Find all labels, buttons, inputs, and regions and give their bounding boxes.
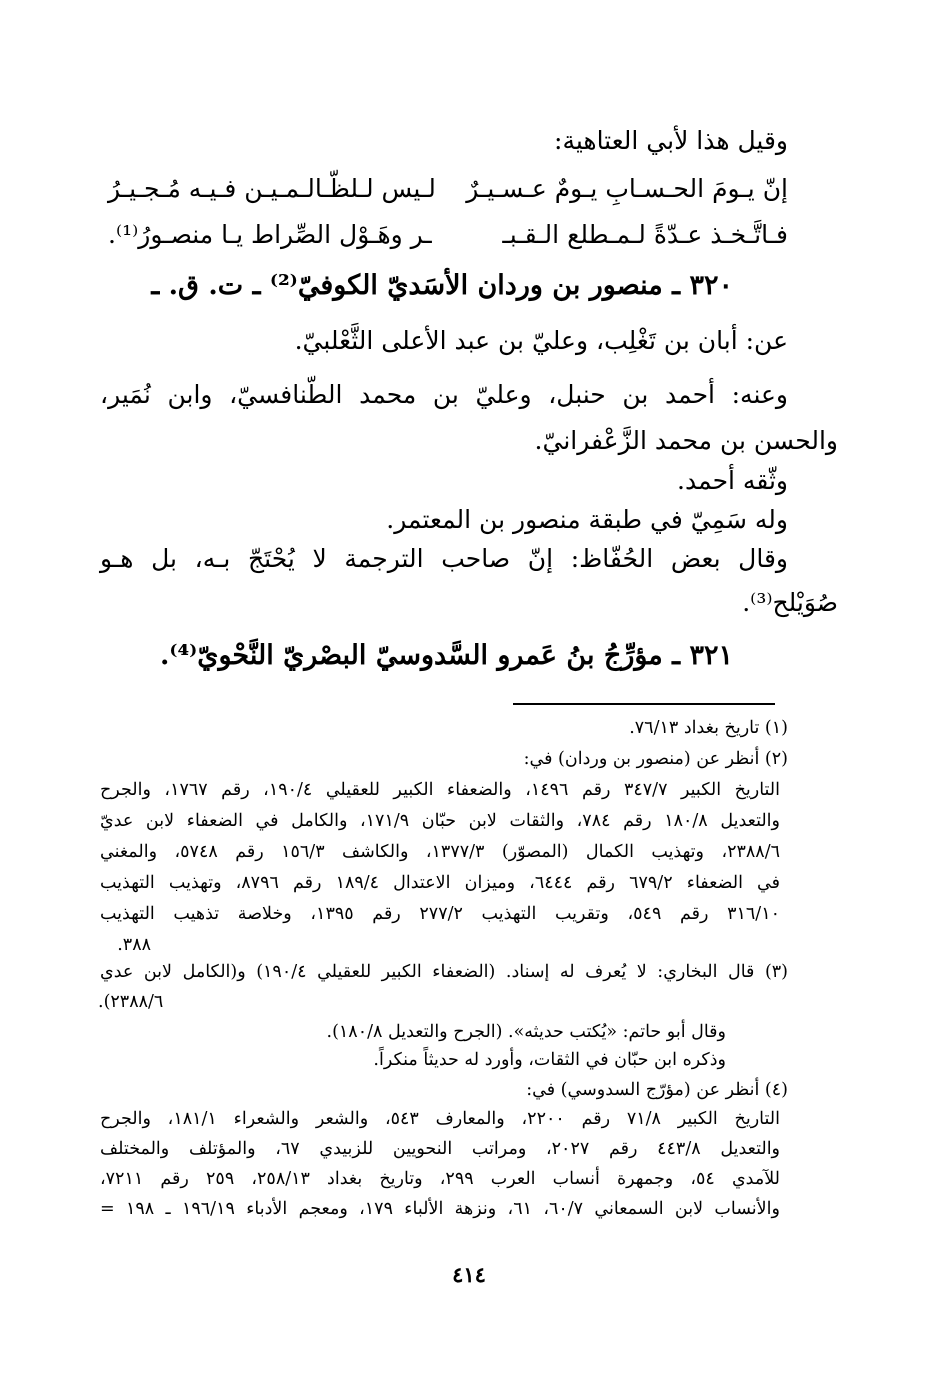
footnote-2-line: في الضعفاء ٦٧٩/٢ رقم ٦٤٤٤، وميزان الاعتدال ١٨٩/٤ رقم ٨٧٩٦، وتهذيب التهذيب	[100, 873, 780, 893]
footnote-3-abu-hatim: وقال أبو حاتم: «يُكتب حديثه». (الجرح والتعديل ١٨٠/٨).	[326, 1022, 726, 1042]
footnote-3-line: ٢٣٨٨/٦).	[98, 992, 164, 1012]
footnote-divider	[513, 703, 775, 705]
page-number: ٤١٤	[452, 1262, 486, 1287]
footnote-2-line: التاريخ الكبير ٣٤٧/٧ رقم ١٤٩٦، والضعفاء الكبير للعقيلي ١٩٠/٤، رقم ١٧٦٧، والجرح	[100, 780, 780, 800]
verse-2-first-hemistich: فـاتَّـخـذ عـدّةً لـمـطلع الـقـبـ	[502, 220, 788, 249]
entry-320-trust: وثّقه أحمد.	[677, 466, 788, 495]
footnote-2-line: والتعديل ١٨٠/٨ رقم ٧٨٤، والثقات لابن حبّان ١٧١/٩، والكامل في الضعفاء لابن عديّ	[100, 811, 780, 831]
verse-1-second-hemistich: لـيس لـلظّـالـمـيـن فـيـه مُـجـيـرُ	[108, 174, 436, 203]
verse-2-second-hemistich: ـر وهَـوْل الصِّراط يـا منصـورُ⁽¹⁾.	[108, 220, 432, 249]
footnote-2-line: ٣٨٨.	[117, 935, 151, 955]
entry-320-hafiz-line-2: صُوَيْلح⁽³⁾.	[742, 588, 838, 617]
footnote-2-heading: (٢) أنظر عن (منصور بن وردان) في:	[523, 749, 788, 769]
footnote-4-line: والأنساب لابن السمعاني ٦٠/٧، ٦١، ونزهة الألباء ١٧٩، ومعجم الأدباء ١٩٦/١٩ ـ ١٩٨ =	[100, 1199, 780, 1219]
entry-320-students-line-2: والحسن بن محمد الزَّعْفرانيّ.	[534, 426, 838, 455]
footnote-1: (١) تاريخ بغداد ٧٦/١٣.	[629, 718, 788, 738]
entry-320-students-line-1: وعنه: أحمد بن حنبل، وعليّ بن محمد الطّنافسيّ، وابن نُمَير،	[100, 380, 788, 409]
footnote-4-line: للآمدي ٥٤، وجمهرة أنساب العرب ٢٩٩، وتاريخ بغداد ٢٥٨/١٣، ٢٥٩ رقم ٧٢١١،	[100, 1169, 781, 1189]
footnote-4-line: التاريخ الكبير ٧١/٨ رقم ٢٢٠٠، والمعارف ٥٤٣، والشعر والشعراء ١٨١/١، والجرح	[100, 1109, 780, 1129]
footnote-3-line: (٣) قال البخاري: لا يُعرف له إسناد. (الضعفاء الكبير للعقيلي ١٩٠/٤) و(الكامل لابن عدي	[100, 962, 788, 982]
footnote-4-line: والتعديل ٤٤٣/٨ رقم ٢٠٢٧، ومراتب النحويين للزبيدي ٦٧، والمؤتلف والمختلف	[100, 1139, 781, 1159]
entry-320-heading: ٣٢٠ ـ منصور بن وردان الأسَديّ الكوفيّ⁽²⁾ ـ ت. ق. ـ	[151, 270, 733, 301]
verse-1-first-hemistich: إنّ يـومَ الحـسـابِ يـومٌ عـسـيـرٌ	[466, 174, 788, 203]
entry-320-hafiz-line-1: وقال بعض الحُفّاظ: إنّ صاحب الترجمة لا يُحْتَجّ بـه، بل هـو	[100, 544, 788, 573]
intro-line: وقيل هذا لأبي العتاهية:	[554, 126, 788, 155]
footnote-4-heading: (٤) أنظر عن (مؤرّج السدوسي) في:	[526, 1080, 788, 1100]
entry-320-namesake: وله سَمِيّ في طبقة منصور بن المعتمر.	[386, 505, 788, 534]
entry-321-heading: ٣٢١ ـ مؤرِّجُ بنُ عَمرو السَّدوسيّ البصْريّ النَّحْويّ⁽⁴⁾.	[159, 640, 733, 671]
entry-320-teachers: عن: أبان بن تَغْلِب، وعليّ بن عبد الأعلى الثَّعْلبيّ.	[294, 326, 788, 355]
footnote-3-ibn-hibban: وذكره ابن حبّان في الثقات، وأورد له حديثاً منكراً.	[373, 1050, 726, 1070]
footnote-2-line: ٣١٦/١٠ رقم ٥٤٩، وتقريب التهذيب ٢٧٧/٢ رقم ١٣٩٥، وخلاصة تذهيب التهذيب	[100, 904, 780, 924]
footnote-2-line: ٢٣٨٨/٦، وتهذيب الكمال (المصوّر) ١٣٧٧/٣، والكاشف ١٥٦/٣ رقم ٥٧٤٨، والمغني	[100, 842, 780, 862]
